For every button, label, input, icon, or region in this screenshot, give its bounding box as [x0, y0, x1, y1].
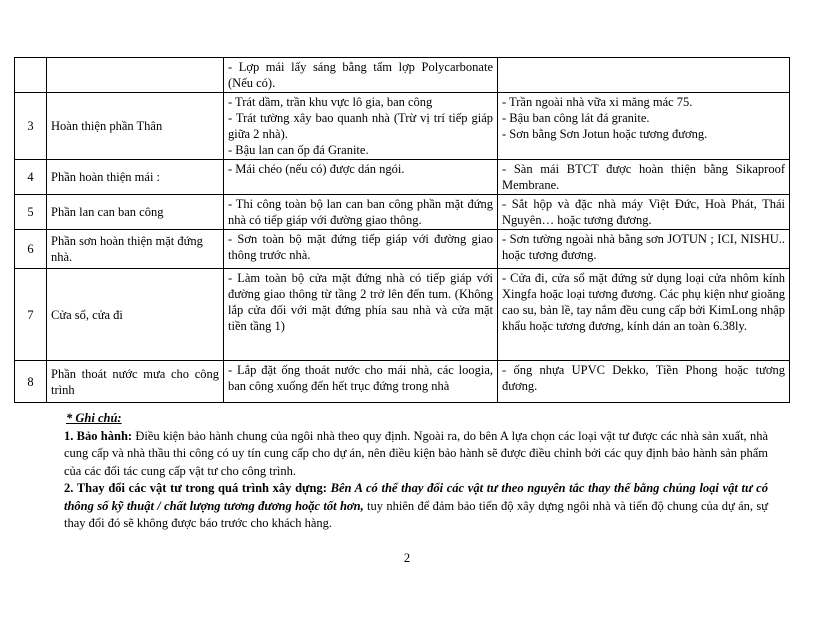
material-change-label: 2. Thay đổi các vật tư trong quá trình xây dựng: [64, 481, 327, 495]
warranty-label: 1. Bảo hành: [64, 428, 133, 443]
construction-scope-line: - Lợp mái lấy sáng bằng tấm lợp Polycarbonate (Nếu có). [228, 60, 493, 90]
construction-scope-cell [224, 93, 498, 160]
notes-section [64, 410, 768, 533]
work-item: Phần sơn hoàn thiện mặt đứng nhà. [47, 230, 224, 269]
material-spec-cell [498, 58, 790, 93]
construction-scope-cell [224, 195, 498, 230]
row-number: 5 [15, 195, 47, 230]
warranty-note [64, 428, 768, 481]
construction-scope-cell [224, 58, 498, 93]
material-spec-line: - ống nhựa UPVC Dekko, Tiền Phong hoặc tương đương. [502, 363, 785, 393]
row-number: 6 [15, 230, 47, 269]
work-item: Phần hoàn thiện mái : [47, 160, 224, 195]
material-spec-cell [498, 230, 790, 269]
construction-scope-cell [224, 160, 498, 195]
table-row [15, 269, 790, 361]
table-row [15, 160, 790, 195]
table-row [15, 195, 790, 230]
construction-scope-cell [224, 230, 498, 269]
material-spec-line: - Sơn bằng Sơn Jotun hoặc tương đương. [502, 127, 708, 141]
specification-table [14, 57, 790, 403]
row-number: 3 [15, 93, 47, 160]
material-spec-cell [498, 361, 790, 403]
construction-scope-line: - Mái chéo (nếu có) được dán ngói. [228, 162, 405, 176]
material-change-note [64, 480, 768, 533]
material-spec-line: - Sơn tường ngoài nhà bằng sơn JOTUN ; ICI, NISHU.. hoặc tương đương. [502, 232, 785, 262]
material-spec-line: - Sàn mái BTCT được hoàn thiện bằng Sikaproof Membrane. [502, 162, 785, 192]
specification-table-body [15, 58, 790, 403]
construction-scope-line: - Lắp đặt ống thoát nước cho mái nhà, các loogia, ban công xuống đến hết trục đứng trong nhà [228, 363, 493, 393]
work-item [47, 58, 224, 93]
work-item: Phần thoát nước mưa cho công trình [47, 361, 224, 403]
notes-title: * Ghi chú: [66, 411, 122, 425]
construction-scope-line: - Thi công toàn bộ lan can ban công phần mặt đứng nhà có tiếp giáp với đường giao thông. [228, 197, 493, 227]
table-row [15, 230, 790, 269]
construction-scope-line: - Làm toàn bộ cửa mặt đứng nhà có tiếp giáp với đường giao thông từ tầng 2 trở lên đến tum. (Không lắp cửa đối với mặt đứng phía sau nhà và cửa mặt tiền tầng 1) [228, 271, 493, 333]
construction-scope-cell [224, 361, 498, 403]
row-number: 7 [15, 269, 47, 361]
construction-scope-line: - Bậu lan can ốp đá Granite. [228, 143, 369, 157]
table-row [15, 361, 790, 403]
work-item: Phần lan can ban công [47, 195, 224, 230]
material-change-emphasis: Bên A có thể thay đổi các vật tư theo nguyên tắc thay thế bằng chủng loại vật tư có thông số kỹ thuật / chất lượng tương đương hoặc tốt hơn, [64, 481, 768, 513]
row-number [15, 58, 47, 93]
material-spec-cell [498, 269, 790, 361]
material-spec-line: - Bậu ban công lát đá granite. [502, 111, 650, 125]
row-number: 8 [15, 361, 47, 403]
material-spec-line: - Trần ngoài nhà vữa xi măng mác 75. [502, 95, 693, 109]
work-item: Cửa sổ, cửa đi [47, 269, 224, 361]
material-spec-cell [498, 195, 790, 230]
construction-scope-line: - Trát tường xây bao quanh nhà (Trừ vị trí tiếp giáp giữa 2 nhà). [228, 111, 493, 141]
material-spec-line: - Sắt hộp và đặc nhà máy Việt Đức, Hoà Phát, Thái Nguyên… hoặc tương đương. [502, 197, 785, 227]
row-number: 4 [15, 160, 47, 195]
construction-scope-cell [224, 269, 498, 361]
page-number: 2 [403, 551, 411, 565]
material-spec-cell [498, 160, 790, 195]
table-row [15, 58, 790, 93]
table-row [15, 93, 790, 160]
warranty-text: Điều kiện bảo hành chung của ngôi nhà theo quy định. Ngoài ra, do bên A lựa chọn các loại vật tư được các nhà sản xuất, nhà cung cấp và nhà thầu thi công có uy tín cung cấp cho dự án, nên điều kiện bảo hành sẽ được điều chỉnh bởi các quy định bảo hành sản phẩm của các đối tác cung cấp vật tư cho công trình. [64, 428, 769, 478]
construction-scope-line: - Trát dầm, trần khu vực lô gia, ban công [228, 95, 433, 109]
material-spec-cell [498, 93, 790, 160]
work-item: Hoàn thiện phần Thân [47, 93, 224, 160]
construction-scope-line: - Sơn toàn bộ mặt đứng tiếp giáp với đường giao thông trước nhà. [228, 232, 493, 262]
material-spec-line: - Cửa đi, cửa sổ mặt đứng sử dụng loại cửa nhôm kính Xingfa hoặc loại tương đương. Các phụ kiện như gioăng cao su, bản lề, tay nắm đều cung cấp bởi KimLong nhập khẩu hoặc tương đương, kính dán an toàn 6.38ly. [502, 271, 785, 333]
material-change-text: tuy nhiên để đảm bảo tiến độ xây dựng ngôi nhà và tiến độ chung của dự án, sự thay đổi đó sẽ không được báo trước cho khách hàng. [64, 498, 768, 530]
